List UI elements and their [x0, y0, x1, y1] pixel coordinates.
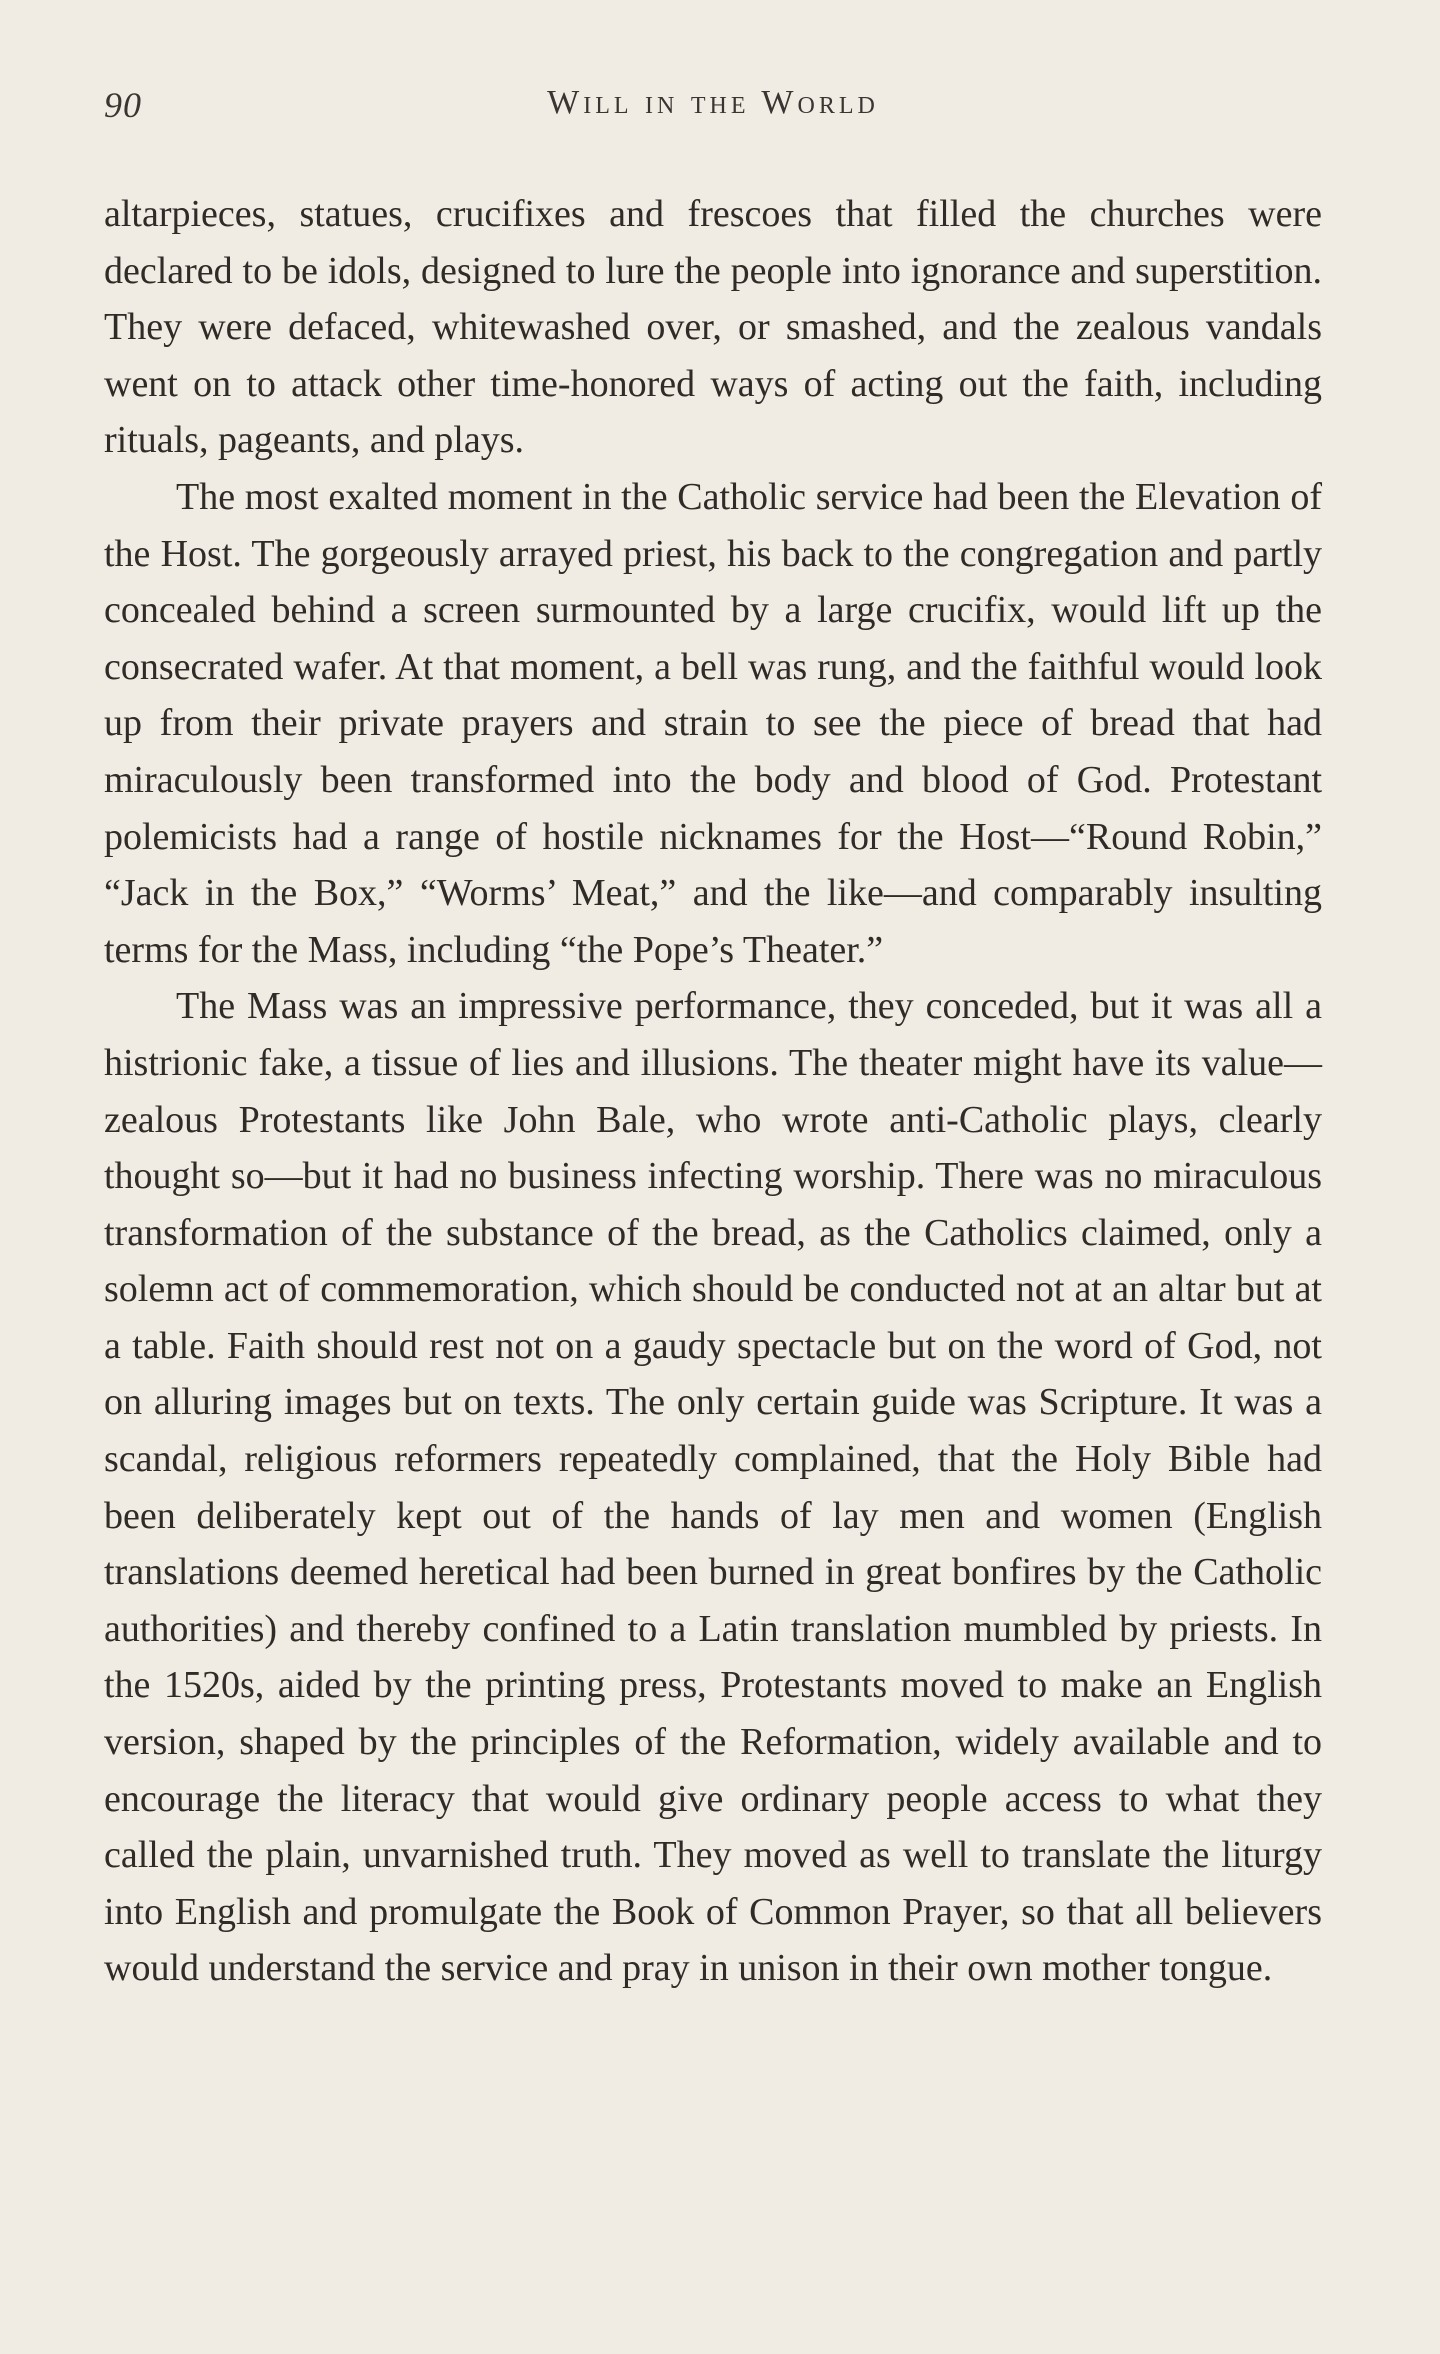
running-header [104, 84, 1322, 134]
book-title: Will in the World [547, 84, 879, 121]
paragraph-continued: altarpieces, statues, crucifixes and frescoes that filled the churches were declared to be idols, designed to lure the people into ignorance and superstition. They were defaced, whitewashed over, or smashed, and the zealous vandals went on to attack other time-honored ways of acting out the faith, including rituals, pageants, and plays. [104, 193, 1322, 462]
page-number: 90 [104, 85, 142, 125]
body-text [104, 186, 1322, 1997]
paragraph-mass-performance: The Mass was an impressive performance, they conceded, but it was all a histrionic fake, a tissue of lies and illusions. The theater might have its value—zealous Protestants like John Bale, who wrote anti-Catholic plays, clearly thought so—but it had no business infecting worship. There was no miraculous transformation of the substance of the bread, as the Catholics claimed, only a solemn act of commemoration, which should be conducted not at an altar but at a table. Faith should rest not on a gaudy spectacle but on the word of God, not on alluring images but on texts. The only certain guide was Scripture. It was a scandal, religious reformers repeatedly complained, that the Holy Bible had been deliberately kept out of the hands of lay men and women (English translations deemed heretical had been burned in great bonfires by the Catholic authorities) and thereby confined to a Latin translation mumbled by priests. In the 1520s, aided by the printing press, Protestants moved to make an English version, shaped by the principles of the Reformation, widely available and to encourage the literacy that would give ordinary people access to what they called the plain, unvarnished truth. They moved as well to translate the liturgy into English and promulgate the Book of Common Prayer, so that all believers would understand the service and pray in unison in their own mother tongue. [104, 985, 1322, 1990]
paragraph-elevation-of-host: The most exalted moment in the Catholic service had been the Elevation of the Host. The gorgeously arrayed priest, his back to the congregation and partly concealed behind a screen surmounted by a large crucifix, would lift up the consecrated wafer. At that moment, a bell was rung, and the faithful would look up from their private prayers and strain to see the piece of bread that had miraculously been transformed into the body and blood of God. Protestant polemicists had a range of hostile nicknames for the Host—“Round Robin,” “Jack in the Box,” “Worms’ Meat,” and the like—and comparably insulting terms for the Mass, including “the Pope’s Theater.” [104, 475, 1322, 971]
